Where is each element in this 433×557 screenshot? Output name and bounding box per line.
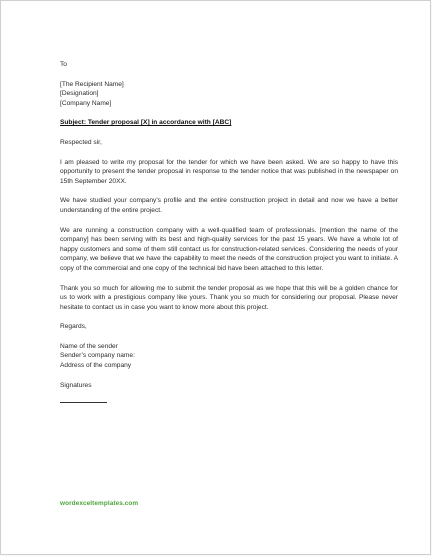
letter-body [60,60,398,403]
recipient-name: [The Recipient Name] [60,80,124,88]
paragraph-intro: I am pleased to write my proposal for the tender for which we have been asked. We are so happy to have this opportunity to present the tender proposal in response to the tender notice that was published in the newspaper on 15th September 20XX. [60,158,398,185]
salutation: Respected sir, [60,138,102,146]
paragraph-company: We are running a construction company with a well-qualified team of professionals. [mention the name of the company] has been serving with its best and high-quality services for the past 15 years. We have a whole lot of happy customers and some of them still contact us for construction-related services. Considering the needs of your company, we believe that we have the capability to meet the needs of the construction project you want to initiate. A copy of the commercial and one copy of the technical bid have been attached to this letter. [60,226,398,272]
sender-block [60,342,398,371]
closing: Regards, [60,323,87,331]
to-label: To [60,61,67,68]
recipient-company: [Company Name] [60,99,112,107]
footer-brand: wordexceltemplates.com [60,500,139,507]
paragraph-study: We have studied your company’s profile and the entire construction project in detail and now we have a better understanding of the entire project. [60,197,398,214]
sender-company: Sender’s company name: [60,352,135,360]
recipient-block [60,80,398,109]
sender-name: Name of the sender [60,342,118,350]
recipient-designation: [Designation] [60,90,99,98]
signature-line [60,402,107,403]
subject-line: Subject: Tender proposal [X] in accordance with [ABC] [60,119,232,127]
signatures-label: Signatures [60,381,92,389]
sender-address: Address of the company [60,362,132,370]
paragraph-thanks: Thank you so much for allowing me to submit the tender proposal as we hope that this will be a golden chance for us to work with a prestigious company like yours. Thank you so much for considering our proposal. Please never hesitate to contact us in case you want to know more about this project. [60,284,398,311]
